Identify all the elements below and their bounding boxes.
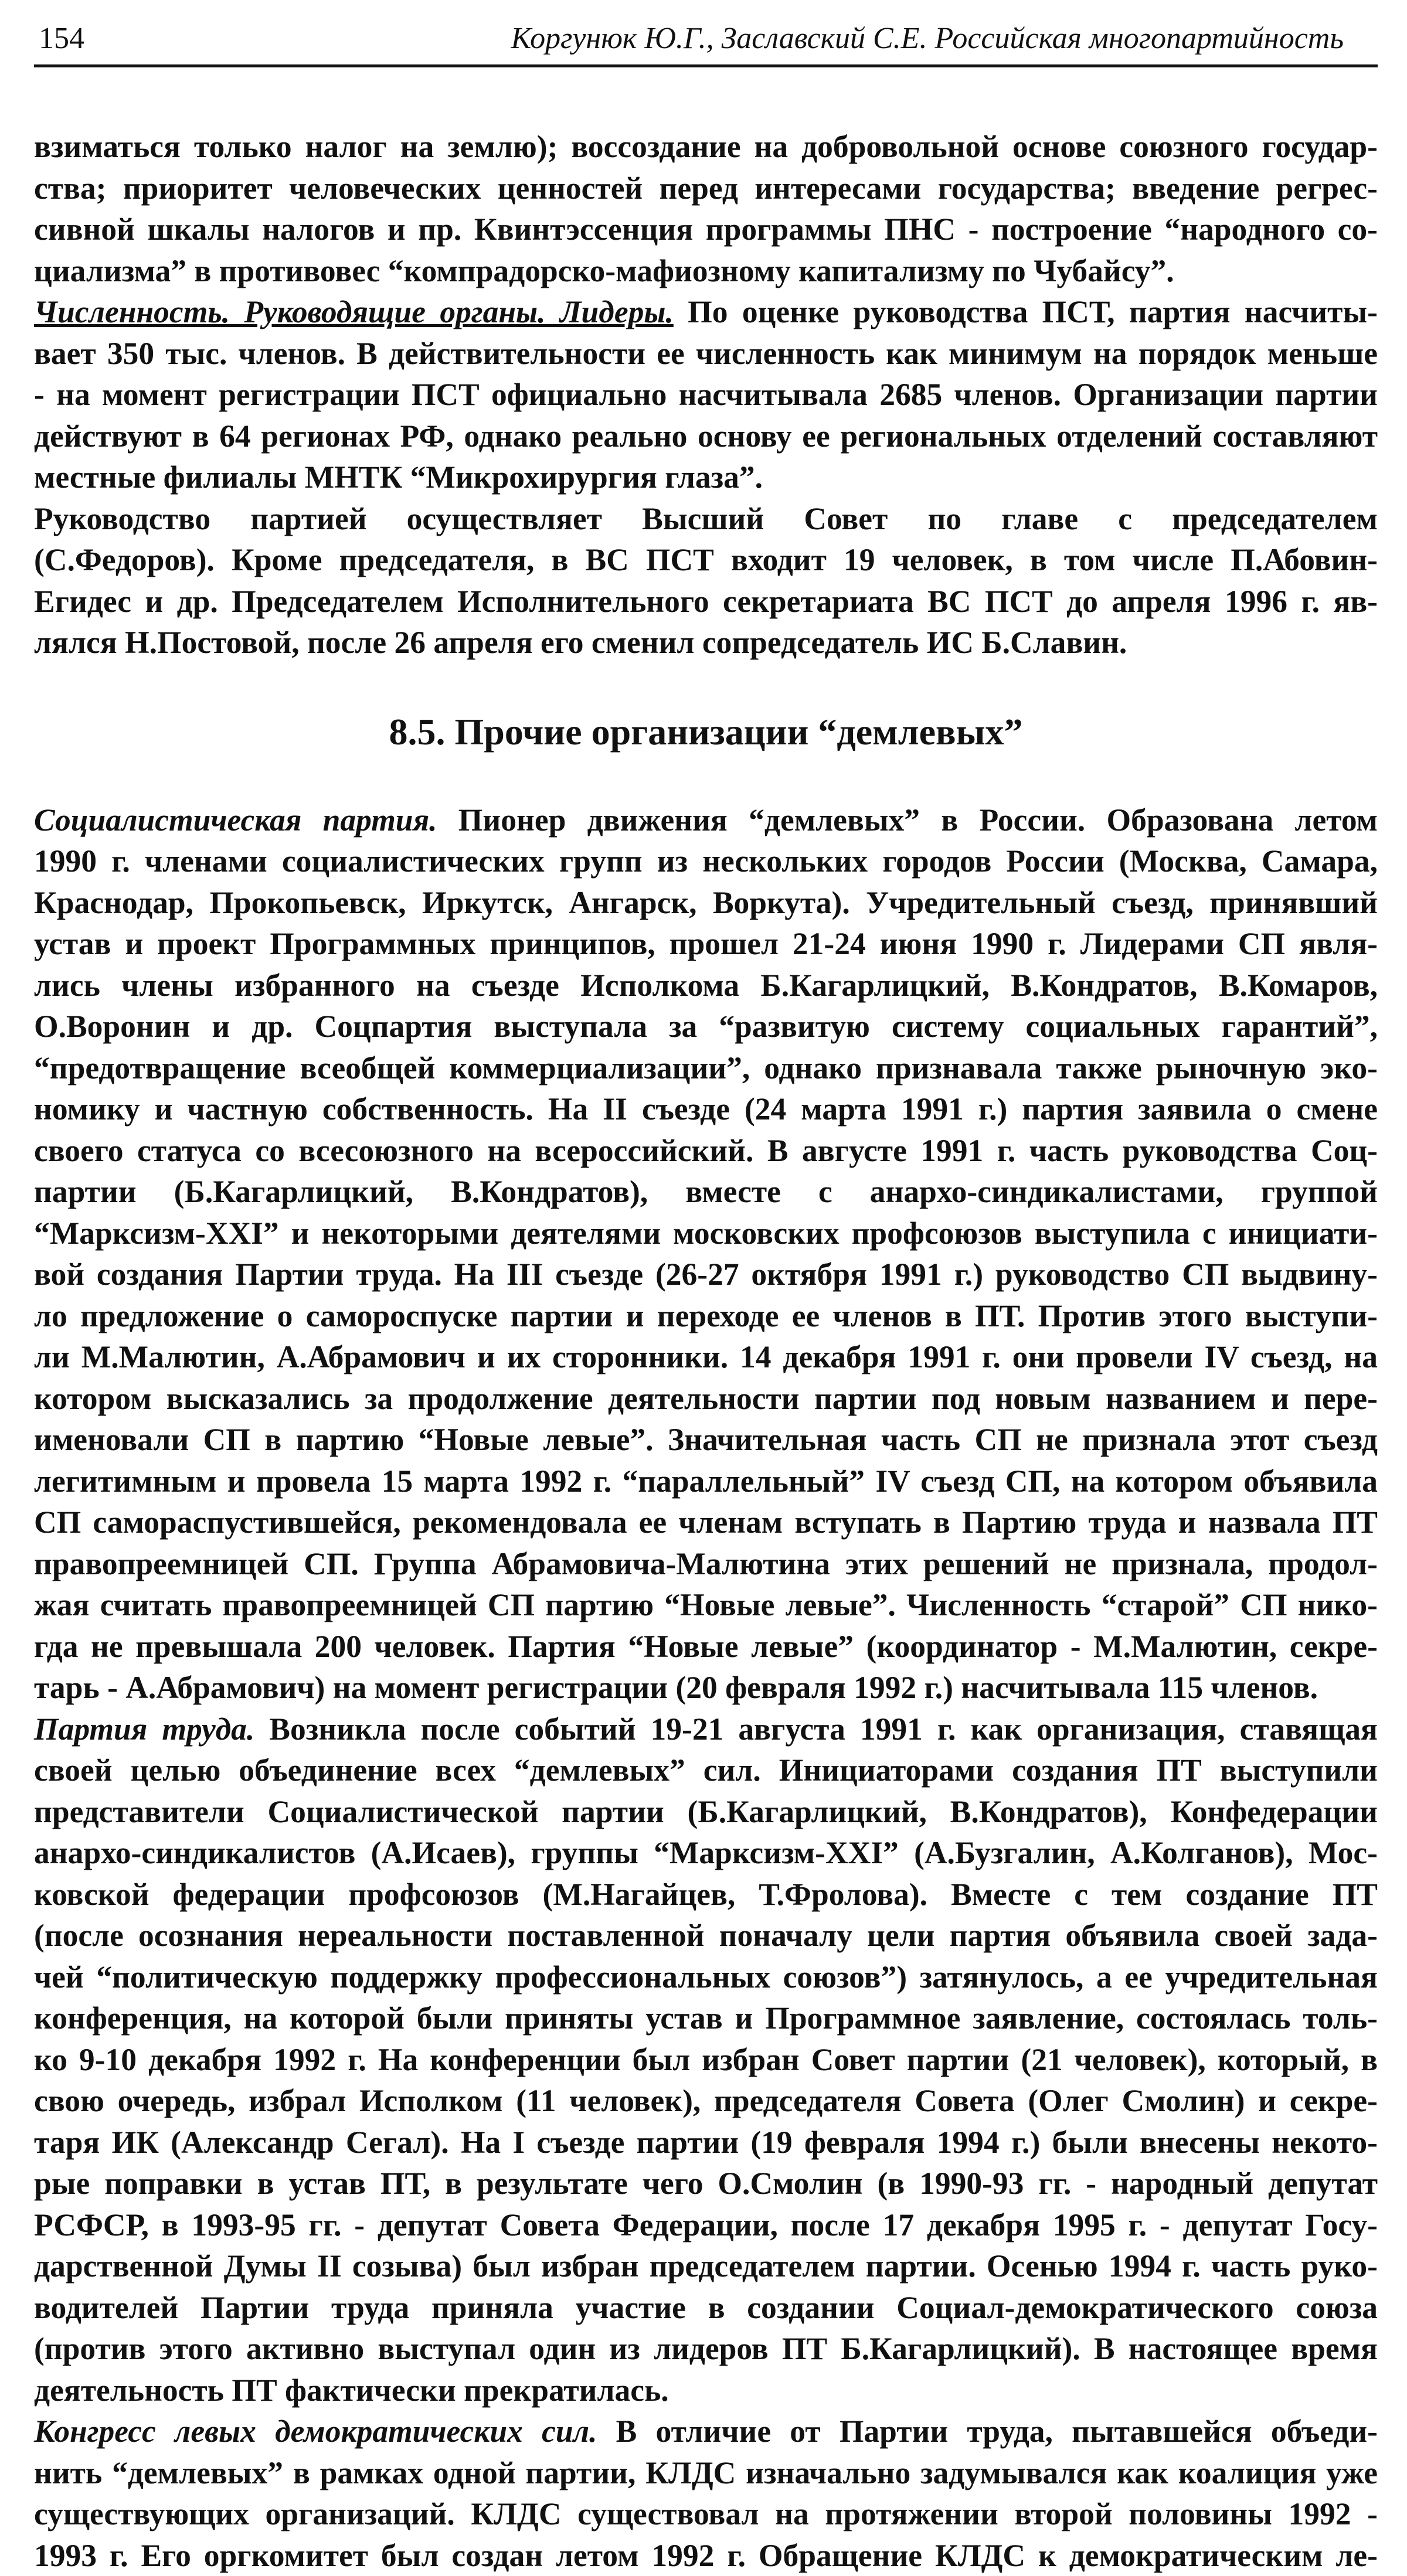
text-line: 1993 г. Его оргкомитет был создан летом 1992 г. Обращение КЛДС к демократическим ле- (34, 2535, 1378, 2576)
text-line: (против этого активно выступал один из лидеров ПТ Б.Кагарлицкий). В настоящее время (34, 2328, 1378, 2370)
text-line: легитимным и провела 15 марта 1992 г. “параллельный” IV съезд СП, на котором объявила (34, 1461, 1378, 1502)
text-line: партии (Б.Кагарлицкий, В.Кондратов), вместе с анархо-синдикалистами, группой (34, 1171, 1378, 1213)
text-line: водителей Партии труда приняла участие в создании Социал-демократического союза (34, 2287, 1378, 2329)
text-line: тарь - А.Абрамович) на момент регистрации (20 февраля 1992 г.) насчитывала 115 членов. (34, 1667, 1378, 1709)
text-line: “Марксизм-XXI” и некоторыми деятелями московских профсоюзов выступила с инициати- (34, 1213, 1378, 1254)
text-line: циализма” в противовес “компрадорско-мафиозному капитализму по Чубайсу”. (34, 250, 1378, 292)
text-line: свою очередь, избрал Исполком (11 человек), председателя Совета (Олег Смолин) и секре- (34, 2080, 1378, 2122)
text-line: (С.Федоров). Кроме председателя, в ВС ПСТ входит 19 человек, в том числе П.Абовин- (34, 539, 1378, 581)
text-line: лись члены избранного на съезде Исполкома Б.Кагарлицкий, В.Кондратов, В.Комаров, (34, 965, 1378, 1006)
text-line: лялся Н.Постовой, после 26 апреля его сменил сопредседатель ИС Б.Славин. (34, 622, 1378, 663)
text-line: Руководство партией осуществляет Высший Совет по главе с председателем (34, 498, 1378, 540)
text-line: местные филиалы МНТК “Микрохирургия глаза”. (34, 457, 1378, 498)
text-line: СП самораспустившейся, рекомендовала ее членам вступать в Партию труда и назвала ПТ (34, 1502, 1378, 1543)
text-line: Краснодар, Прокопьевск, Иркутск, Ангарск, Воркута). Учредительный съезд, принявший (34, 882, 1378, 924)
text-line: “предотвращение всеобщей коммерциализации”, однако признавала также рыночную эко- (34, 1047, 1378, 1089)
section-title: 8.5. Прочие организации “демлевых” (34, 710, 1378, 754)
text-line: ковской федерации профсоюзов (М.Нагайцев, Т.Фролова). Вместе с тем создание ПТ (34, 1874, 1378, 1915)
run-in-heading: Партия труда. (34, 1711, 254, 1747)
text-line: О.Воронин и др. Соцпартия выступала за “развитую систему социальных гарантий”, (34, 1006, 1378, 1047)
text-line: конференция, на которой были приняты устав и Программное заявление, состоялась толь- (34, 1997, 1378, 2039)
page-number: 154 (39, 21, 84, 56)
text-line: таря ИК (Александр Сегал). На I съезде партии (19 февраля 1994 г.) были внесены некото- (34, 2122, 1378, 2163)
text-line: номику и частную собственность. На II съезде (24 марта 1991 г.) партия заявила о смене (34, 1088, 1378, 1130)
text-line: Егидес и др. Председателем Исполнительного секретариата ВС ПСТ до апреля 1996 г. яв- (34, 581, 1378, 622)
text-line: чей “политическую поддержку профессиональных союзов”) затянулось, а ее учредительная (34, 1956, 1378, 1998)
text-line: Партия труда. Возникла после событий 19-21 августа 1991 г. как организация, ставящая (34, 1709, 1378, 1750)
text-line: Конгресс левых демократических сил. В отличие от Партии труда, пытавшейся объеди- (34, 2411, 1378, 2452)
text-line: правопреемницей СП. Группа Абрамовича-Малютина этих решений не признала, продол- (34, 1543, 1378, 1585)
text-line: анархо-синдикалистов (А.Исаев), группы “Марксизм-XXI” (А.Бузгалин, А.Колганов), Мос- (34, 1832, 1378, 1874)
text-line: именовали СП в партию “Новые левые”. Значительная часть СП не признала этот съезд (34, 1419, 1378, 1461)
text-line: ства; приоритет человеческих ценностей перед интересами государства; введение регрес- (34, 168, 1378, 209)
text-line: устав и проект Программных принципов, прошел 21-24 июня 1990 г. Лидерами СП явля- (34, 923, 1378, 965)
text-line: Социалистическая партия. Пионер движения “демлевых” в России. Образована летом (34, 799, 1378, 841)
text-line: ли М.Малютин, А.Абрамович и их сторонники. 14 декабря 1991 г. они провели IV съезд, на (34, 1336, 1378, 1378)
text-line: вой создания Партии труда. На III съезде (26-27 октября 1991 г.) руководство СП выдвину- (34, 1254, 1378, 1295)
text-line: своего статуса со всесоюзного на всероссийский. В августе 1991 г. часть руководства Соц- (34, 1130, 1378, 1172)
text-line: 1990 г. членами социалистических групп из нескольких городов России (Москва, Самара, (34, 840, 1378, 882)
text-line: дарственной Думы II созыва) был избран председателем партии. Осенью 1994 г. часть руко- (34, 2245, 1378, 2287)
text-line: - на момент регистрации ПСТ официально насчитывала 2685 членов. Организации партии (34, 374, 1378, 416)
text-line: представители Социалистической партии (Б.Кагарлицкий, В.Кондратов), Конфедерации (34, 1791, 1378, 1833)
text-line: котором высказались за продолжение деятельности партии под новым названием и пере- (34, 1378, 1378, 1420)
running-head: Коргунюк Ю.Г., Заславский С.Е. Российская многопартийность (511, 21, 1344, 56)
text-line: гда не превышала 200 человек. Партия “Новые левые” (координатор - М.Малютин, секре- (34, 1626, 1378, 1668)
text-line: взиматься только налог на землю); воссоздание на добровольной основе союзного государ- (34, 126, 1378, 168)
text-line: (после осознания нереальности поставленной поначалу цели партия объявила своей зада- (34, 1915, 1378, 1956)
page-body (34, 126, 1378, 2576)
text-line: РСФСР, в 1993-95 гг. - депутат Совета Федерации, после 17 декабря 1995 г. - депутат Госу- (34, 2204, 1378, 2246)
text-line: деятельность ПТ фактически прекратилась. (34, 2370, 1378, 2411)
text-line: действуют в 64 регионах РФ, однако реально основу ее региональных отделений составляют (34, 416, 1378, 457)
text-line: своей целью объединение всех “демлевых” сил. Инициаторами создания ПТ выступили (34, 1750, 1378, 1791)
run-in-heading: Конгресс левых демократических сил. (34, 2414, 597, 2449)
text-line: жая считать правопреемницей СП партию “Новые левые”. Численность “старой” СП нико- (34, 1584, 1378, 1626)
text-line: рые поправки в устав ПТ, в результате чего О.Смолин (в 1990-93 гг. - народный депутат (34, 2163, 1378, 2204)
page-header (34, 18, 1378, 67)
text-line: сивной шкалы налогов и пр. Квинтэссенция программы ПНС - построение “народного со- (34, 209, 1378, 250)
text-line: ло предложение о самороспуске партии и переходе ее членов в ПТ. Против этого выступи- (34, 1295, 1378, 1337)
text-line: ко 9-10 декабря 1992 г. На конференции был избран Совет партии (21 человек), который, в (34, 2039, 1378, 2081)
run-in-heading: Численность. Руководящие органы. Лидеры. (34, 294, 674, 329)
text-line: нить “демлевых” в рамках одной партии, КЛДС изначально задумывался как коалиция уже (34, 2452, 1378, 2494)
text-line: существующих организаций. КЛДС существовал на протяжении второй половины 1992 - (34, 2493, 1378, 2535)
text-line: вает 350 тыс. членов. В действительности ее численность как минимум на порядок меньше (34, 333, 1378, 375)
text-line: Численность. Руководящие органы. Лидеры. По оценке руководства ПСТ, партия насчиты- (34, 291, 1378, 333)
run-in-heading: Социалистическая партия. (34, 802, 437, 838)
